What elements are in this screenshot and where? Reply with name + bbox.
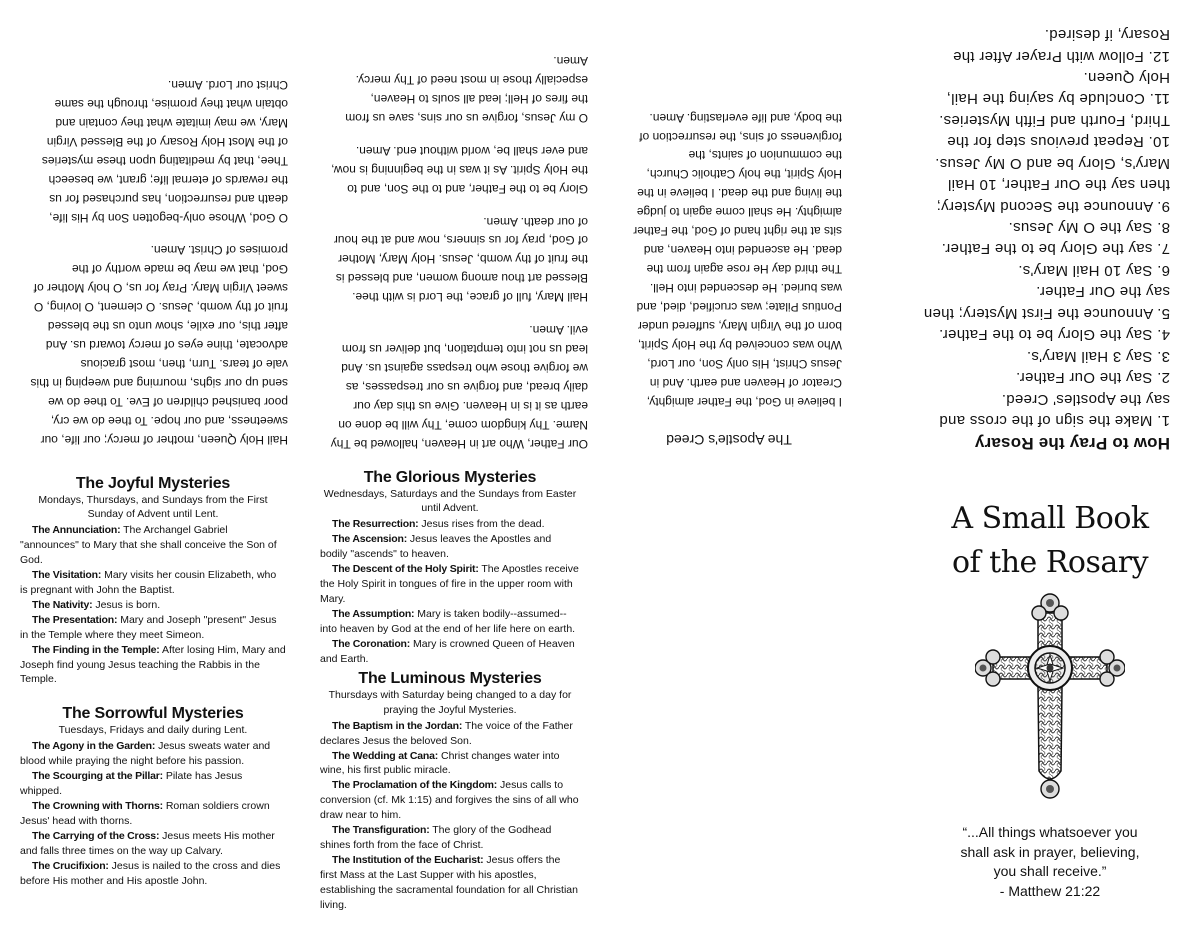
quote-line: you shall receive.” <box>993 863 1107 880</box>
rosary-step: 11. Conclude by saying the Hail, Holy Queen. <box>946 69 1170 108</box>
rosary-step: 3. Say 3 Hail Mary's. <box>1026 347 1170 365</box>
mystery-item <box>20 568 286 598</box>
joyful-sorrowful-panel <box>0 463 300 927</box>
mysteries-section <box>0 463 1200 927</box>
how-to-pray-title: How to Pray the Rosary <box>974 434 1170 453</box>
mystery-text: Jesus calls to conversion (cf. Mk 1:15) and forgives the sins of all who draw near to him. <box>320 779 579 822</box>
mystery-name: The Crowning with Thorns: <box>32 800 163 813</box>
mystery-item <box>320 719 580 749</box>
quote-reference: - Matthew 21:22 <box>999 882 1101 899</box>
mystery-text: The glory of the Godhead shines forth from the face of Christ. <box>320 824 552 851</box>
glorious-subtitle: Wednesdays, Saturdays and the Sundays from Easter until Advent. <box>323 488 577 515</box>
o-my-jesus-text: O my Jesus, forgive us our sins, save us from the fires of Hell; lead all souls to Heaven, especially those in most need of Thy mercy. Amen. <box>345 53 588 125</box>
luminous-subtitle: Thursdays with Saturday being changed to a day for praying the Joyful Mysteries. <box>328 689 572 716</box>
mystery-text: Roman soldiers crown Jesus' head with thorns. <box>20 800 270 828</box>
mystery-item <box>320 532 580 562</box>
mystery-name: The Wedding at Cana: <box>332 749 439 762</box>
glorious-title: The Glorious Mysteries <box>363 469 537 486</box>
creed-title: The Apostle's Creed <box>666 432 792 448</box>
mystery-name: The Coronation: <box>332 637 411 650</box>
hail-holy-queen-text: Hail Holy Queen, mother of mercy; our life, our sweetness, and our hope. To thee do we cry, poor banished children of Eve. To thee do we send up our sighs, mourning and weeping in this vale of tears. Turn, then, most gracious advocate, thine eyes of mercy toward us. And after this, our exile, show unto us the blessed fruit of thy womb, Jesus. O clement, O loving, O sweet Virgin Mary. Pray for us, O holy Mother of God, that we may be made worthy of the promises of Christ. Amen. <box>30 243 288 447</box>
rosary-step: 2. Say the Our Father. <box>1015 369 1170 387</box>
mystery-item <box>20 769 286 799</box>
cover-title-line: of the Rosary <box>951 544 1149 580</box>
quote-line: “...All things whatsoever you <box>962 824 1138 840</box>
mystery-item <box>320 749 580 779</box>
how-to-pray-panel <box>900 0 1200 463</box>
joyful-title: The Joyful Mysteries <box>75 475 231 492</box>
mystery-name: The Resurrection: <box>332 518 419 531</box>
mystery-text: Mary is taken bodily--assumed--into heaven by God at the end of her life here on earth. <box>320 607 576 635</box>
quote-line: shall ask in prayer, believing, <box>960 843 1140 860</box>
luminous-title: The Luminous Mysteries <box>358 670 542 688</box>
mystery-text: Jesus meets His mother and falls three times on the way up Calvary. <box>20 829 275 857</box>
mystery-item <box>320 517 580 532</box>
rosary-step: 7. say the Glory be to the Father. <box>941 240 1170 258</box>
mystery-text: The Archangel Gabriel "announces" to Mary that she shall conceive the Son of God. <box>20 524 277 567</box>
glory-be-text: Glory be to the Father, and to the Son, and to the Holy Spirit. As it was in the beginning is now, and ever shall be, world without end. Amen. <box>331 143 588 196</box>
glorious-luminous-panel <box>300 463 600 927</box>
rosary-step: 6. Say 10 Hail Mary's. <box>1017 261 1170 279</box>
sorrowful-subtitle: Tuesdays, Fridays and daily during Lent. <box>58 724 248 737</box>
mystery-item <box>20 598 286 613</box>
mystery-item <box>320 637 580 667</box>
mystery-name: The Presentation: <box>32 613 118 626</box>
upside-down-prayer-section <box>0 0 1200 463</box>
mystery-name: The Assumption: <box>332 607 415 620</box>
mystery-name: The Visitation: <box>32 569 102 582</box>
mystery-text: Christ changes water into wine, his first public miracle. <box>320 749 560 777</box>
mystery-item <box>20 613 286 643</box>
mystery-text: Pilate has Jesus whipped. <box>20 770 243 798</box>
closing-prayer-text: O God, Whose only-begotten Son by His life, death and resurrection, has purchased for us the rewards of eternal life; grant, we beseech Thee, that by meditating upon these mysteries of the Most Holy Rosary of the Blessed Virgin Mary, we may imitate what they contain and obtain what they promise, through the same Christ our Lord. Amen. <box>41 77 288 225</box>
mystery-item <box>320 823 580 853</box>
rosary-step: 5. Announce the First Mystery; then say the Our Father. <box>923 283 1170 322</box>
mystery-item <box>320 853 580 913</box>
mystery-text: Jesus leaves the Apostles and bodily "ascends" to heaven. <box>320 533 552 561</box>
mystery-item <box>320 562 580 607</box>
mystery-name: The Ascension: <box>332 533 407 546</box>
prayers-panel <box>300 0 600 463</box>
mystery-text: Jesus is born. <box>92 598 161 611</box>
mystery-name: The Descent of the Holy Spirit: <box>332 563 479 576</box>
mystery-text: The voice of the Father declares Jesus the beloved Son. <box>320 719 573 747</box>
mystery-name: The Nativity: <box>32 598 93 611</box>
mystery-text: Jesus is nailed to the cross and dies before His mother and His apostle John. <box>20 859 281 887</box>
ornate-cross-icon <box>975 591 1125 801</box>
mystery-text: The Apostles receive the Holy Spirit in tongues of fire in the upper room with Mary. <box>320 563 579 605</box>
mystery-name: The Crucifixion: <box>32 859 109 872</box>
sorrowful-title: The Sorrowful Mysteries <box>62 705 244 723</box>
joyful-subtitle: Mondays, Thursdays, and Sundays from the First Sunday of Advent until Lent. <box>38 494 268 521</box>
mystery-text: After losing Him, Mary and Joseph find young Jesus teaching the Rabbis in the Temple. <box>20 643 286 686</box>
mystery-name: The Carrying of the Cross: <box>32 829 160 842</box>
mystery-item <box>20 799 286 829</box>
creed-text: I believe in God, the Father almighty, Creator of Heaven and earth. And in Jesus Christ, His only Son, our Lord, Who was conceived by the Holy Spirit, born of the Virgin Mary, suffered under Pontius Pilate; was crucified, died, and was buried. He descended into Hell. The third day He rose again from the dead. He ascended into Heaven, and sits at the right hand of God, the Father almighty. He shall come again to judge the living and the dead. I believe in the Holy Spirit, the holy Catholic Church, the communion of saints, the forgiveness of sins, the resurrection of the body, and life everlasting. Amen. <box>633 110 842 409</box>
mystery-text: Jesus offers the first Mass at the Last Supper with his apostles, establishing the sacramental foundation for all Christian living. <box>320 853 578 911</box>
mystery-item <box>20 739 286 769</box>
mystery-item <box>20 859 286 889</box>
mystery-name: The Scourging at the Pillar: <box>32 770 163 783</box>
mystery-name: The Baptism in the Jordan: <box>332 719 463 732</box>
rosary-step: 9. Announce the Second Mystery; then say the Our Father, 10 Hail Mary's, Glory be and O My Jesus. <box>934 154 1170 215</box>
mystery-text: Mary is crowned Queen of Heaven and Earth. <box>320 637 575 665</box>
mystery-text: Jesus sweats water and blood while praying the night before his passion. <box>20 740 271 768</box>
mystery-text: Jesus rises from the dead. <box>418 518 545 531</box>
cover-quote <box>900 823 1200 901</box>
mystery-name: The Finding in the Temple: <box>32 643 160 656</box>
mystery-text: Mary visits her cousin Elizabeth, who is pregnant with John the Baptist. <box>20 569 277 596</box>
mystery-name: The Annunciation: <box>32 524 121 537</box>
rosary-step: 1. Make the sign of the cross and say the Apostles' Creed. <box>939 390 1170 429</box>
rosary-step: 12. Follow with Prayer After the Rosary, if desired. <box>952 26 1170 65</box>
mystery-item <box>20 523 286 568</box>
mystery-item <box>20 829 286 859</box>
rosary-step: 8. Say the O My Jesus. <box>1008 219 1170 237</box>
mystery-name: The Institution of the Eucharist: <box>332 853 484 866</box>
mystery-text: Mary and Joseph "present" Jesus in the Temple where they meet Simeon. <box>20 613 277 641</box>
mystery-name: The Transfiguration: <box>332 824 430 837</box>
cover-panel <box>900 463 1200 927</box>
hail-holy-queen-panel <box>0 0 300 463</box>
hail-mary-text: Hail Mary, full of grace, the Lord is with thee. Blessed art thou among women, and blessed is the fruit of thy womb, Jesus. Holy Mary, Mother of God, pray for us sinners, now and at the hour of our death. Amen. <box>333 214 588 305</box>
mystery-name: The Proclamation of the Kingdom: <box>332 779 498 792</box>
mystery-item <box>320 607 580 637</box>
cover-title-line: A Small Book <box>951 501 1149 536</box>
mystery-item <box>320 778 580 823</box>
cover-title <box>900 497 1200 584</box>
our-father-text: Our Father, Who art in Heaven, hallowed be Thy Name. Thy kingdom come, Thy will be done on earth as it is in Heaven. Give us this day our daily bread, and forgive us our trespasses, as we forgive those who trespass against us. And lead us not into temptation, but deliver us from evil. Amen. <box>330 323 588 451</box>
rosary-step: 4. Say the Glory be to the Father. <box>938 326 1170 344</box>
mystery-item <box>20 643 286 688</box>
mystery-name: The Agony in the Garden: <box>32 740 156 753</box>
apostles-creed-panel <box>600 0 900 463</box>
rosary-step: 10. Repeat previous step for the Third, Fourth and Fifth Mysteries. <box>938 111 1170 151</box>
